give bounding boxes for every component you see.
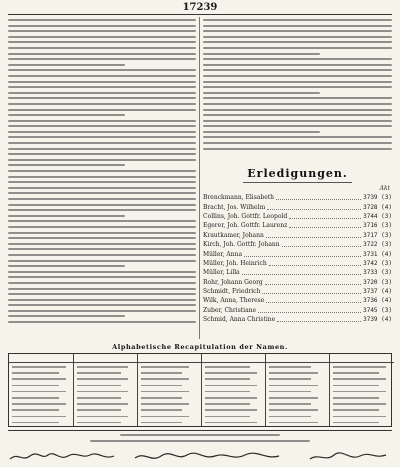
index-column: [9, 354, 73, 426]
text-line: [8, 41, 196, 43]
index-column: [137, 354, 202, 426]
text-line: [8, 181, 196, 183]
index-column-header: [202, 354, 266, 363]
index-entry: [77, 397, 121, 399]
list-item: [203, 268, 392, 277]
vacancies-column-caption: Akt: [379, 185, 390, 192]
index-entry: [333, 422, 379, 424]
text-line: [203, 92, 320, 94]
index-column-header: [74, 354, 138, 363]
text-line: [203, 41, 392, 43]
vacancy-ref: 3722 (3): [363, 241, 392, 249]
name-index-table: [8, 353, 392, 427]
index-entry: [77, 391, 128, 393]
index-entry: [205, 409, 257, 411]
text-line: [8, 164, 125, 166]
handwriting-stroke: [133, 450, 283, 464]
text-line: [203, 109, 392, 111]
text-line: [8, 226, 196, 228]
index-column: [201, 354, 266, 426]
text-line: [8, 276, 196, 278]
text-line: [203, 81, 392, 83]
index-column: [329, 354, 394, 426]
vacancy-name: Wilk, Anna, Therese: [203, 297, 265, 305]
index-entry: [141, 416, 189, 418]
index-entry: [77, 372, 121, 374]
text-line: [8, 47, 196, 49]
handwriting-stroke: [8, 450, 118, 464]
index-entry: [205, 385, 257, 387]
text-line: [203, 97, 392, 99]
vacancy-ref: 3739 (4): [363, 316, 392, 324]
list-item: [203, 296, 392, 305]
handwritten-annotation: [8, 450, 392, 464]
index-entry: [205, 422, 257, 424]
text-line: [203, 148, 392, 150]
index-entry: [205, 416, 250, 418]
index-entry: [12, 378, 66, 380]
vacancy-name: Zuber, Christiane: [203, 306, 257, 314]
text-line: [8, 92, 196, 94]
vacancies-list: [203, 193, 392, 324]
index-column-header: [266, 354, 330, 363]
text-line: [8, 153, 196, 155]
index-entry: [269, 397, 318, 399]
vacancy-ref: 3739 (3): [363, 194, 392, 202]
vacancy-ref: 3728 (4): [363, 203, 392, 211]
vacancy-name: Collins, Joh. Gottfr. Leopold: [203, 212, 288, 220]
list-item: [203, 278, 392, 287]
vacancy-ref: 3733 (3): [363, 269, 392, 277]
index-entry: [141, 378, 189, 380]
text-line: [8, 120, 196, 122]
right-column: [203, 17, 392, 339]
index-entry: [77, 385, 121, 387]
left-column-text: [8, 19, 196, 327]
vacancy-name: Brenckmann, Elisabeth: [203, 194, 275, 202]
index-title-band: [8, 343, 392, 351]
leader-dots: [289, 214, 361, 219]
text-line: [203, 120, 392, 122]
index-entry: [77, 366, 128, 368]
index-entry: [333, 385, 379, 387]
text-line: [8, 310, 196, 312]
index-entry: [269, 372, 318, 374]
list-item: [203, 202, 392, 211]
index-column-header: [9, 354, 73, 363]
text-line: [203, 58, 392, 60]
text-line: [8, 25, 196, 27]
text-line: [8, 69, 196, 71]
list-item: [203, 240, 392, 249]
text-line: [8, 75, 196, 77]
text-line: [8, 114, 125, 116]
vacancy-ref: 3717 (3): [363, 231, 392, 239]
index-entry: [205, 397, 257, 399]
handwriting-stroke: [308, 450, 388, 464]
text-line: [203, 103, 392, 105]
text-line: [8, 97, 196, 99]
vacancy-name: Bracht, Jos. Wilhelm: [203, 203, 266, 211]
text-line: [8, 248, 196, 250]
footer-text: [120, 434, 280, 436]
left-column: [8, 17, 196, 339]
text-line: [8, 136, 196, 138]
column-divider: [199, 17, 200, 339]
text-line: [8, 282, 196, 284]
list-item: [203, 259, 392, 268]
leader-dots: [258, 308, 361, 313]
index-column: [265, 354, 330, 426]
list-item: [203, 221, 392, 230]
text-line: [8, 220, 196, 222]
text-line: [8, 187, 196, 189]
text-line: [8, 265, 125, 267]
index-entry: [77, 378, 128, 380]
vacancy-ref: 3745 (3): [363, 306, 392, 314]
index-entry: [269, 422, 318, 424]
index-entry: [141, 366, 189, 368]
text-line: [8, 215, 125, 217]
text-line: [8, 237, 196, 239]
index-entry: [269, 416, 311, 418]
text-line: [203, 142, 392, 144]
text-line: [8, 30, 196, 32]
index-column: [73, 354, 138, 426]
leader-dots: [266, 298, 361, 303]
text-line: [203, 69, 392, 71]
leader-dots: [289, 223, 361, 228]
vacancy-ref: 3744 (3): [363, 212, 392, 220]
list-item: [203, 287, 392, 296]
text-line: [8, 109, 196, 111]
index-entry: [12, 397, 59, 399]
text-line: [203, 25, 392, 27]
list-item: [203, 315, 392, 324]
vacancy-name: Schmid, Anna Christine: [203, 316, 276, 324]
text-line: [8, 176, 196, 178]
text-line: [203, 30, 392, 32]
text-line: [8, 198, 196, 200]
index-entry: [269, 385, 318, 387]
text-line: [8, 321, 196, 323]
vacancy-name: Krautkamer, Johann: [203, 231, 264, 239]
index-entry: [12, 385, 59, 387]
index-entry: [77, 403, 128, 405]
text-line: [8, 148, 196, 150]
index-entry: [12, 372, 59, 374]
vacancy-ref: 3716 (3): [363, 222, 392, 230]
index-entry: [141, 403, 189, 405]
vacancies-heading-rule: [243, 182, 352, 183]
text-line: [8, 81, 196, 83]
right-column-text: [203, 19, 392, 153]
vacancy-name: Müller, Lilla: [203, 269, 240, 277]
text-line: [8, 304, 196, 306]
text-line: [203, 64, 392, 66]
vacancy-name: Müller, Joh. Heinrich: [203, 259, 267, 267]
list-item: [203, 231, 392, 240]
leader-dots: [244, 252, 361, 257]
list-item: [203, 306, 392, 315]
text-line: [203, 53, 320, 55]
index-entry: [333, 397, 379, 399]
text-line: [8, 19, 196, 21]
text-line: [203, 136, 392, 138]
index-entry: [333, 391, 386, 393]
text-line: [8, 53, 196, 55]
text-line: [8, 131, 196, 133]
list-item: [203, 249, 392, 258]
index-entry: [269, 366, 311, 368]
index-entry: [333, 366, 386, 368]
index-entry: [141, 372, 182, 374]
index-entry: [269, 391, 311, 393]
index-entry: [333, 409, 379, 411]
text-line: [8, 243, 196, 245]
index-entry: [141, 397, 182, 399]
index-entry: [12, 391, 66, 393]
index-entry: [77, 409, 121, 411]
text-line: [203, 125, 392, 127]
vacancy-ref: 3736 (4): [363, 297, 392, 305]
text-line: [8, 209, 196, 211]
text-line: [203, 36, 392, 38]
text-line: [8, 254, 196, 256]
vacancy-ref: 3731 (4): [363, 250, 392, 258]
text-line: [8, 170, 196, 172]
leader-dots: [277, 317, 361, 322]
text-line: [8, 103, 196, 105]
text-line: [203, 75, 392, 77]
text-line: [8, 293, 196, 295]
index-entry: [141, 409, 182, 411]
index-entry: [12, 416, 66, 418]
index-entry: [269, 403, 311, 405]
text-line: [8, 159, 196, 161]
text-line: [8, 125, 196, 127]
index-entry: [205, 378, 250, 380]
index-entry: [12, 366, 66, 368]
text-line: [8, 232, 196, 234]
text-line: [8, 86, 196, 88]
text-line: [8, 204, 196, 206]
index-entry: [269, 378, 311, 380]
index-title: Alphabetische Recapitulation der Namen.: [112, 343, 288, 351]
index-entry: [12, 409, 59, 411]
text-line: [8, 288, 196, 290]
vacancy-name: Kirch, Joh. Gottfr. Johann: [203, 241, 280, 249]
list-item: [203, 193, 392, 202]
index-entry: [333, 416, 386, 418]
index-entry: [333, 372, 379, 374]
leader-dots: [242, 270, 361, 275]
index-entry: [77, 416, 128, 418]
vacancy-name: Rohr, Johann Georg: [203, 278, 263, 286]
vacancy-ref: 3737 (4): [363, 288, 392, 296]
leader-dots: [262, 289, 361, 294]
text-line: [8, 58, 196, 60]
text-line: [8, 260, 196, 262]
index-entry: [205, 403, 250, 405]
text-line: [203, 131, 320, 133]
index-entry: [77, 422, 121, 424]
page-number: 17239: [182, 2, 218, 13]
index-entry: [141, 391, 189, 393]
index-entry: [269, 409, 318, 411]
vacancy-name: Schmidt, Friedrich: [203, 288, 261, 296]
footer-text: [90, 440, 310, 442]
text-line: [203, 47, 392, 49]
index-entry: [333, 403, 386, 405]
text-line: [203, 86, 392, 88]
index-entry: [141, 385, 182, 387]
leader-dots: [269, 261, 361, 266]
text-line: [8, 315, 125, 317]
footer-rule: [8, 430, 392, 431]
vacancy-name: Egerer, Joh. Gottfr. Laurenz: [203, 222, 288, 230]
leader-dots: [266, 233, 361, 238]
index-entry: [205, 391, 250, 393]
leader-dots: [267, 205, 361, 210]
index-entry: [12, 422, 59, 424]
header-rule: [8, 14, 392, 15]
index-column-header: [330, 354, 394, 363]
leader-dots: [276, 195, 361, 200]
index-entry: [141, 422, 182, 424]
text-line: [203, 19, 392, 21]
text-line: [8, 271, 196, 273]
text-line: [8, 36, 196, 38]
index-entry: [12, 403, 66, 405]
leader-dots: [282, 242, 361, 247]
text-line: [8, 142, 196, 144]
index-entry: [205, 372, 257, 374]
text-line: [203, 114, 392, 116]
text-line: [8, 64, 125, 66]
vacancies-heading: Erledigungen.: [247, 167, 348, 180]
text-line: [8, 299, 196, 301]
index-entry: [333, 378, 386, 380]
text-line: [8, 192, 196, 194]
index-column-header: [138, 354, 202, 363]
vacancy-ref: 3742 (3): [363, 259, 392, 267]
leader-dots: [265, 280, 361, 285]
vacancy-name: Müller, Anna: [203, 250, 243, 258]
index-entry: [205, 366, 250, 368]
list-item: [203, 212, 392, 221]
vacancy-ref: 3720 (3): [363, 278, 392, 286]
